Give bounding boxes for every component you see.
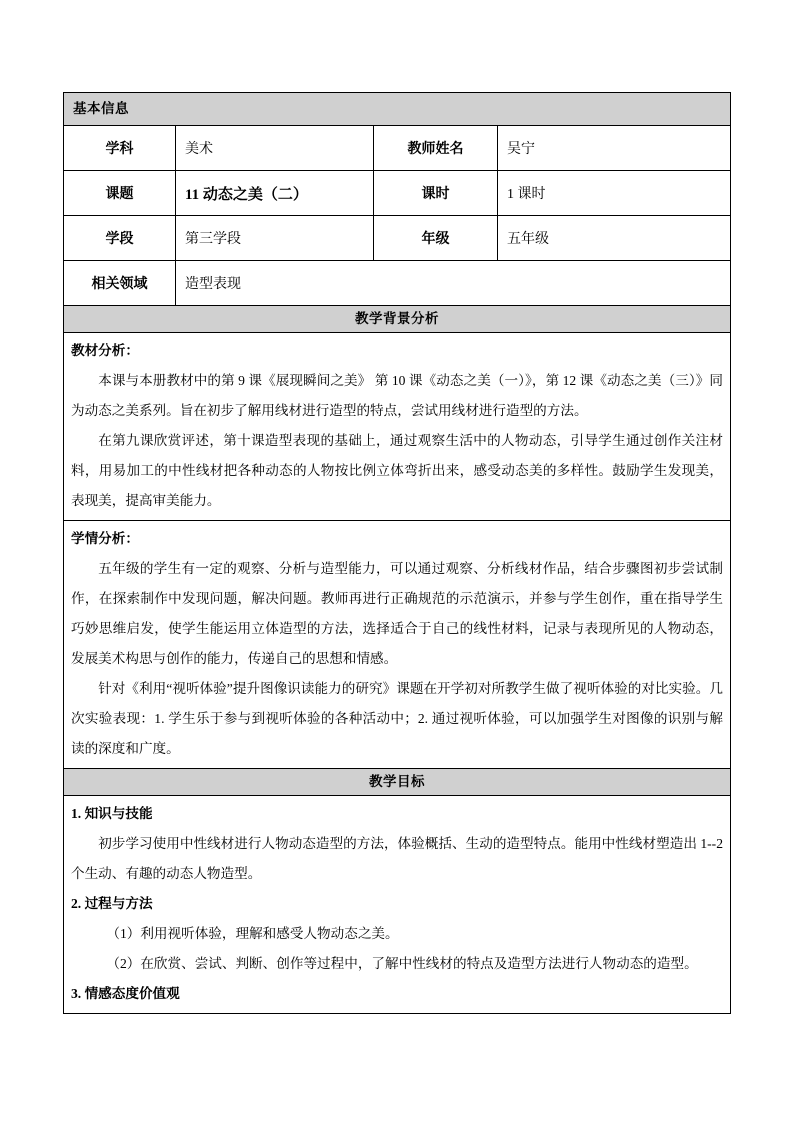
- period-value: 1 课时: [498, 171, 731, 216]
- period-label: 课时: [374, 171, 498, 216]
- table-row: [64, 126, 731, 171]
- subject-label: 学科: [64, 126, 176, 171]
- student-analysis-paragraph-1: 五年级的学生有一定的观察、分析与造型能力，可以通过观察、分析线材作品，结合步骤图初步尝试制作，在探索制作中发现问题，解决问题。教师再进行正确规范的示范演示，并参与学生创作，重在指导学生巧妙思维启发，使学生能运用立体造型的方法，选择适合于自己的线性材料，记录与表现所见的人物动态，发展美术构思与创作的能力，传递自己的思想和情感。: [71, 561, 723, 666]
- basic-info-section-title: 基本信息: [64, 93, 731, 126]
- student-analysis-paragraph-2: 针对《利用“视听体验”提升图像识读能力的研究》课题在开学初对所教学生做了视听体验的对比实验。几次实验表现：1. 学生乐于参与到视听体验的各种活动中；2. 通过视听体验，可以加强学生对图像的识别与解读的深度和广度。: [71, 681, 723, 756]
- stage-value: 第三学段: [176, 216, 374, 261]
- grade-value: 五年级: [498, 216, 731, 261]
- objective-1-heading: 1. 知识与技能: [71, 806, 153, 821]
- textbook-analysis-heading: 教材分析：: [71, 343, 139, 358]
- student-analysis-row: [64, 521, 731, 769]
- teaching-objectives-cell: [64, 796, 731, 1014]
- table-row: [64, 261, 731, 306]
- related-field-label: 相关领域: [64, 261, 176, 306]
- objective-2-heading: 2. 过程与方法: [71, 896, 153, 911]
- subject-value: 美术: [176, 126, 374, 171]
- lesson-plan-table: [63, 92, 731, 1014]
- table-row: [64, 171, 731, 216]
- topic-label: 课题: [64, 171, 176, 216]
- textbook-analysis-row: [64, 333, 731, 521]
- grade-label: 年级: [374, 216, 498, 261]
- stage-label: 学段: [64, 216, 176, 261]
- background-analysis-header-row: [64, 306, 731, 333]
- objective-2-paragraph-1: （1）利用视听体验，理解和感受人物动态之美。: [106, 926, 399, 941]
- teaching-objectives-header-row: [64, 769, 731, 796]
- textbook-analysis-cell: [64, 333, 731, 521]
- textbook-analysis-paragraph-2: 在第九课欣赏评述，第十课造型表现的基础上，通过观察生活中的人物动态，引导学生通过创作关注材料，用易加工的中性线材把各种动态的人物按比例立体弯折出来，感受动态美的多样性。鼓励学生发现美，表现美，提高审美能力。: [71, 433, 723, 508]
- related-field-value: 造型表现: [176, 261, 731, 306]
- basic-info-header-row: [64, 93, 731, 126]
- objective-3-heading: 3. 情感态度价值观: [71, 986, 180, 1001]
- textbook-analysis-paragraph-1: 本课与本册教材中的第 9 课《展现瞬间之美》 第 10 课《动态之美（一）》，第 12 课《动态之美（三）》同为动态之美系列。旨在初步了解用线材进行造型的特点，尝试用线材进行造型的方法。: [71, 373, 723, 418]
- objective-2-paragraph-2: （2）在欣赏、尝试、判断、创作等过程中，了解中性线材的特点及造型方法进行人物动态的造型。: [106, 956, 698, 971]
- teaching-objectives-section-title: 教学目标: [64, 769, 731, 796]
- teacher-name-value: 吴宁: [498, 126, 731, 171]
- background-analysis-section-title: 教学背景分析: [64, 306, 731, 333]
- topic-value: 11 动态之美（二）: [176, 171, 374, 216]
- teaching-objectives-row: [64, 796, 731, 1014]
- table-row: [64, 216, 731, 261]
- student-analysis-cell: [64, 521, 731, 769]
- objective-1-paragraph-1: 初步学习使用中性线材进行人物动态造型的方法，体验概括、生动的造型特点。能用中性线材塑造出 1--2 个生动、有趣的动态人物造型。: [71, 836, 723, 881]
- teacher-name-label: 教师姓名: [374, 126, 498, 171]
- student-analysis-heading: 学情分析：: [71, 531, 139, 546]
